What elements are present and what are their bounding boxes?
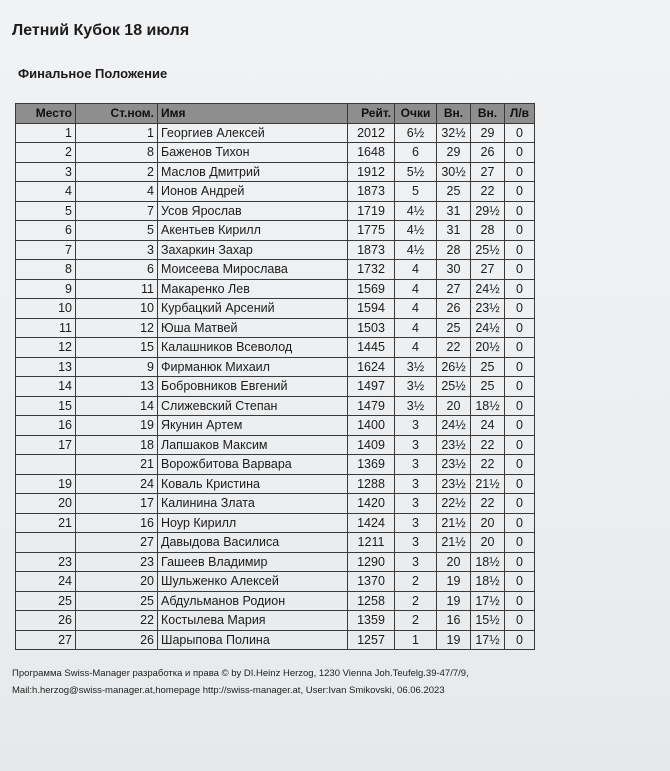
table-row	[16, 513, 535, 533]
cell-place	[16, 533, 76, 553]
table-row	[16, 143, 535, 163]
cell-start-number: 27	[76, 533, 158, 553]
table-row	[16, 279, 535, 299]
cell-place: 12	[16, 338, 76, 358]
cell-tiebreak-1: 19	[437, 630, 471, 650]
cell-rating: 1400	[348, 416, 395, 436]
cell-name: Ворожбитова Варвара	[158, 455, 348, 475]
cell-lv: 0	[505, 318, 535, 338]
table-row	[16, 201, 535, 221]
cell-points: 4½	[395, 201, 437, 221]
cell-start-number: 1	[76, 123, 158, 143]
cell-rating: 1257	[348, 630, 395, 650]
cell-points: 5	[395, 182, 437, 202]
cell-rating: 1409	[348, 435, 395, 455]
cell-place: 25	[16, 591, 76, 611]
cell-rating: 1719	[348, 201, 395, 221]
cell-lv: 0	[505, 455, 535, 475]
cell-place: 19	[16, 474, 76, 494]
col-header-points: Очки	[395, 104, 437, 124]
table-row	[16, 552, 535, 572]
cell-start-number: 12	[76, 318, 158, 338]
cell-name: Акентьев Кирилл	[158, 221, 348, 241]
cell-tiebreak-2: 22	[471, 494, 505, 514]
cell-name: Захаркин Захар	[158, 240, 348, 260]
cell-points: 2	[395, 591, 437, 611]
footer-contact: Mail:h.herzog@swiss-manager.at,homepage http://swiss-manager.at, User:Ivan Smikovski, 06.06.2023	[12, 685, 445, 696]
cell-place: 26	[16, 611, 76, 631]
page-subtitle: Финальное Положение	[18, 66, 168, 81]
cell-points: 3	[395, 455, 437, 475]
cell-tiebreak-1: 25	[437, 318, 471, 338]
cell-name: Макаренко Лев	[158, 279, 348, 299]
table-row	[16, 630, 535, 650]
cell-tiebreak-2: 27	[471, 260, 505, 280]
cell-lv: 0	[505, 260, 535, 280]
cell-start-number: 17	[76, 494, 158, 514]
page-title: Летний Кубок 18 июля	[12, 22, 190, 39]
cell-tiebreak-1: 26½	[437, 357, 471, 377]
cell-rating: 2012	[348, 123, 395, 143]
cell-rating: 1594	[348, 299, 395, 319]
cell-rating: 1288	[348, 474, 395, 494]
cell-tiebreak-1: 31	[437, 201, 471, 221]
cell-rating: 1479	[348, 396, 395, 416]
table-row	[16, 533, 535, 553]
table-row	[16, 435, 535, 455]
cell-points: 4	[395, 299, 437, 319]
cell-points: 3½	[395, 357, 437, 377]
cell-points: 5½	[395, 162, 437, 182]
cell-points: 1	[395, 630, 437, 650]
cell-tiebreak-1: 24½	[437, 416, 471, 436]
cell-rating: 1290	[348, 552, 395, 572]
cell-lv: 0	[505, 201, 535, 221]
table-header-row	[16, 104, 535, 124]
col-header-lv: Л/в	[505, 104, 535, 124]
cell-place: 14	[16, 377, 76, 397]
cell-start-number: 18	[76, 435, 158, 455]
cell-lv: 0	[505, 572, 535, 592]
cell-start-number: 7	[76, 201, 158, 221]
cell-place: 1	[16, 123, 76, 143]
cell-name: Лапшаков Максим	[158, 435, 348, 455]
col-header-tiebreak-2: Вн.	[471, 104, 505, 124]
table-row	[16, 494, 535, 514]
cell-place: 11	[16, 318, 76, 338]
col-header-name: Имя	[158, 104, 348, 124]
cell-name: Маслов Дмитрий	[158, 162, 348, 182]
cell-place: 15	[16, 396, 76, 416]
col-header-rating: Рейт.	[348, 104, 395, 124]
cell-place: 4	[16, 182, 76, 202]
cell-tiebreak-2: 25½	[471, 240, 505, 260]
cell-name: Коваль Кристина	[158, 474, 348, 494]
cell-tiebreak-2: 18½	[471, 552, 505, 572]
cell-lv: 0	[505, 435, 535, 455]
cell-lv: 0	[505, 552, 535, 572]
cell-points: 4	[395, 338, 437, 358]
table-row	[16, 416, 535, 436]
cell-lv: 0	[505, 611, 535, 631]
cell-points: 2	[395, 611, 437, 631]
cell-tiebreak-1: 16	[437, 611, 471, 631]
cell-place: 16	[16, 416, 76, 436]
cell-start-number: 19	[76, 416, 158, 436]
cell-place: 8	[16, 260, 76, 280]
table-row	[16, 591, 535, 611]
cell-tiebreak-1: 20	[437, 552, 471, 572]
table-row	[16, 182, 535, 202]
cell-place: 9	[16, 279, 76, 299]
cell-lv: 0	[505, 240, 535, 260]
cell-tiebreak-2: 22	[471, 182, 505, 202]
cell-tiebreak-1: 31	[437, 221, 471, 241]
col-header-tiebreak-1: Вн.	[437, 104, 471, 124]
cell-rating: 1370	[348, 572, 395, 592]
cell-lv: 0	[505, 182, 535, 202]
cell-tiebreak-1: 30½	[437, 162, 471, 182]
cell-tiebreak-2: 20	[471, 513, 505, 533]
cell-start-number: 24	[76, 474, 158, 494]
cell-name: Абдульманов Родион	[158, 591, 348, 611]
cell-tiebreak-2: 23½	[471, 299, 505, 319]
cell-tiebreak-1: 23½	[437, 435, 471, 455]
cell-tiebreak-1: 23½	[437, 474, 471, 494]
cell-tiebreak-1: 27	[437, 279, 471, 299]
cell-rating: 1912	[348, 162, 395, 182]
cell-place: 7	[16, 240, 76, 260]
cell-tiebreak-1: 32½	[437, 123, 471, 143]
cell-tiebreak-2: 28	[471, 221, 505, 241]
cell-name: Ноур Кирилл	[158, 513, 348, 533]
table-row	[16, 123, 535, 143]
cell-start-number: 3	[76, 240, 158, 260]
cell-points: 4½	[395, 240, 437, 260]
cell-place: 17	[16, 435, 76, 455]
table-row	[16, 221, 535, 241]
cell-tiebreak-2: 15½	[471, 611, 505, 631]
col-header-place: Место	[16, 104, 76, 124]
cell-place: 24	[16, 572, 76, 592]
cell-points: 4	[395, 318, 437, 338]
table-row	[16, 357, 535, 377]
cell-start-number: 22	[76, 611, 158, 631]
cell-tiebreak-2: 17½	[471, 630, 505, 650]
cell-place: 27	[16, 630, 76, 650]
cell-rating: 1359	[348, 611, 395, 631]
cell-name: Калашников Всеволод	[158, 338, 348, 358]
cell-points: 6½	[395, 123, 437, 143]
cell-lv: 0	[505, 377, 535, 397]
cell-start-number: 21	[76, 455, 158, 475]
cell-tiebreak-1: 25½	[437, 377, 471, 397]
cell-rating: 1775	[348, 221, 395, 241]
table-row	[16, 260, 535, 280]
cell-points: 3½	[395, 377, 437, 397]
cell-lv: 0	[505, 221, 535, 241]
cell-points: 2	[395, 572, 437, 592]
cell-points: 3	[395, 474, 437, 494]
cell-rating: 1369	[348, 455, 395, 475]
cell-tiebreak-2: 18½	[471, 396, 505, 416]
cell-tiebreak-1: 21½	[437, 533, 471, 553]
cell-rating: 1497	[348, 377, 395, 397]
cell-points: 6	[395, 143, 437, 163]
cell-tiebreak-2: 24½	[471, 279, 505, 299]
cell-tiebreak-1: 21½	[437, 513, 471, 533]
table-row	[16, 318, 535, 338]
cell-rating: 1258	[348, 591, 395, 611]
table-row	[16, 474, 535, 494]
table-row	[16, 338, 535, 358]
cell-rating: 1503	[348, 318, 395, 338]
cell-name: Фирманюк Михаил	[158, 357, 348, 377]
cell-lv: 0	[505, 591, 535, 611]
cell-name: Моисеева Мирослава	[158, 260, 348, 280]
cell-name: Юша Матвей	[158, 318, 348, 338]
cell-place: 3	[16, 162, 76, 182]
cell-tiebreak-2: 18½	[471, 572, 505, 592]
cell-place: 21	[16, 513, 76, 533]
cell-start-number: 26	[76, 630, 158, 650]
cell-tiebreak-2: 27	[471, 162, 505, 182]
cell-rating: 1873	[348, 240, 395, 260]
table-row	[16, 455, 535, 475]
cell-lv: 0	[505, 416, 535, 436]
cell-tiebreak-1: 22	[437, 338, 471, 358]
cell-rating: 1648	[348, 143, 395, 163]
cell-start-number: 11	[76, 279, 158, 299]
cell-rating: 1445	[348, 338, 395, 358]
cell-lv: 0	[505, 494, 535, 514]
cell-rating: 1732	[348, 260, 395, 280]
cell-tiebreak-1: 25	[437, 182, 471, 202]
cell-rating: 1420	[348, 494, 395, 514]
cell-tiebreak-2: 22	[471, 435, 505, 455]
cell-points: 4	[395, 279, 437, 299]
cell-lv: 0	[505, 143, 535, 163]
cell-points: 3½	[395, 396, 437, 416]
cell-lv: 0	[505, 396, 535, 416]
cell-tiebreak-2: 24	[471, 416, 505, 436]
cell-tiebreak-2: 21½	[471, 474, 505, 494]
cell-tiebreak-1: 22½	[437, 494, 471, 514]
cell-start-number: 8	[76, 143, 158, 163]
cell-tiebreak-2: 26	[471, 143, 505, 163]
cell-tiebreak-2: 22	[471, 455, 505, 475]
cell-lv: 0	[505, 299, 535, 319]
cell-start-number: 13	[76, 377, 158, 397]
cell-name: Калинина Злата	[158, 494, 348, 514]
table-row	[16, 162, 535, 182]
cell-lv: 0	[505, 123, 535, 143]
cell-name: Усов Ярослав	[158, 201, 348, 221]
cell-place	[16, 455, 76, 475]
cell-tiebreak-2: 20½	[471, 338, 505, 358]
cell-start-number: 5	[76, 221, 158, 241]
cell-rating: 1424	[348, 513, 395, 533]
cell-lv: 0	[505, 357, 535, 377]
cell-start-number: 14	[76, 396, 158, 416]
cell-tiebreak-1: 19	[437, 572, 471, 592]
cell-place: 23	[16, 552, 76, 572]
table-row	[16, 299, 535, 319]
table-row	[16, 611, 535, 631]
cell-rating: 1569	[348, 279, 395, 299]
cell-points: 4	[395, 260, 437, 280]
cell-place: 13	[16, 357, 76, 377]
cell-name: Якунин Артем	[158, 416, 348, 436]
cell-place: 10	[16, 299, 76, 319]
cell-points: 3	[395, 494, 437, 514]
cell-start-number: 6	[76, 260, 158, 280]
table-row	[16, 377, 535, 397]
standings-table	[15, 103, 535, 650]
cell-name: Ионов Андрей	[158, 182, 348, 202]
cell-start-number: 16	[76, 513, 158, 533]
cell-tiebreak-1: 19	[437, 591, 471, 611]
cell-start-number: 2	[76, 162, 158, 182]
cell-start-number: 9	[76, 357, 158, 377]
cell-tiebreak-2: 25	[471, 357, 505, 377]
cell-lv: 0	[505, 279, 535, 299]
cell-name: Костылева Мария	[158, 611, 348, 631]
cell-tiebreak-1: 26	[437, 299, 471, 319]
cell-place: 5	[16, 201, 76, 221]
cell-rating: 1624	[348, 357, 395, 377]
col-header-start-number: Ст.ном.	[76, 104, 158, 124]
cell-tiebreak-2: 17½	[471, 591, 505, 611]
table-row	[16, 572, 535, 592]
cell-tiebreak-1: 30	[437, 260, 471, 280]
cell-points: 3	[395, 435, 437, 455]
cell-tiebreak-1: 23½	[437, 455, 471, 475]
cell-lv: 0	[505, 162, 535, 182]
cell-start-number: 4	[76, 182, 158, 202]
cell-start-number: 10	[76, 299, 158, 319]
cell-tiebreak-2: 25	[471, 377, 505, 397]
cell-start-number: 25	[76, 591, 158, 611]
cell-tiebreak-2: 24½	[471, 318, 505, 338]
cell-name: Слижевский Степан	[158, 396, 348, 416]
cell-name: Бобровников Евгений	[158, 377, 348, 397]
cell-name: Шарыпова Полина	[158, 630, 348, 650]
cell-points: 3	[395, 533, 437, 553]
cell-name: Давыдова Василиса	[158, 533, 348, 553]
cell-tiebreak-2: 29	[471, 123, 505, 143]
cell-place: 6	[16, 221, 76, 241]
cell-points: 3	[395, 513, 437, 533]
cell-tiebreak-2: 29½	[471, 201, 505, 221]
cell-points: 3	[395, 416, 437, 436]
cell-tiebreak-1: 28	[437, 240, 471, 260]
cell-name: Шульженко Алексей	[158, 572, 348, 592]
cell-name: Баженов Тихон	[158, 143, 348, 163]
cell-lv: 0	[505, 630, 535, 650]
cell-place: 2	[16, 143, 76, 163]
cell-name: Георгиев Алексей	[158, 123, 348, 143]
cell-start-number: 20	[76, 572, 158, 592]
cell-lv: 0	[505, 474, 535, 494]
cell-place: 20	[16, 494, 76, 514]
cell-tiebreak-1: 29	[437, 143, 471, 163]
cell-lv: 0	[505, 513, 535, 533]
cell-tiebreak-2: 20	[471, 533, 505, 553]
table-row	[16, 396, 535, 416]
cell-lv: 0	[505, 533, 535, 553]
cell-points: 4½	[395, 221, 437, 241]
cell-tiebreak-1: 20	[437, 396, 471, 416]
cell-lv: 0	[505, 338, 535, 358]
cell-rating: 1873	[348, 182, 395, 202]
footer-copyright: Программа Swiss-Manager разработка и права © by DI.Heinz Herzog, 1230 Vienna Joh.Teufelg.39-47/7/9,	[12, 668, 469, 679]
table-row	[16, 240, 535, 260]
cell-name: Курбацкий Арсений	[158, 299, 348, 319]
cell-name: Гашеев Владимир	[158, 552, 348, 572]
cell-start-number: 15	[76, 338, 158, 358]
cell-points: 3	[395, 552, 437, 572]
cell-start-number: 23	[76, 552, 158, 572]
cell-rating: 1211	[348, 533, 395, 553]
